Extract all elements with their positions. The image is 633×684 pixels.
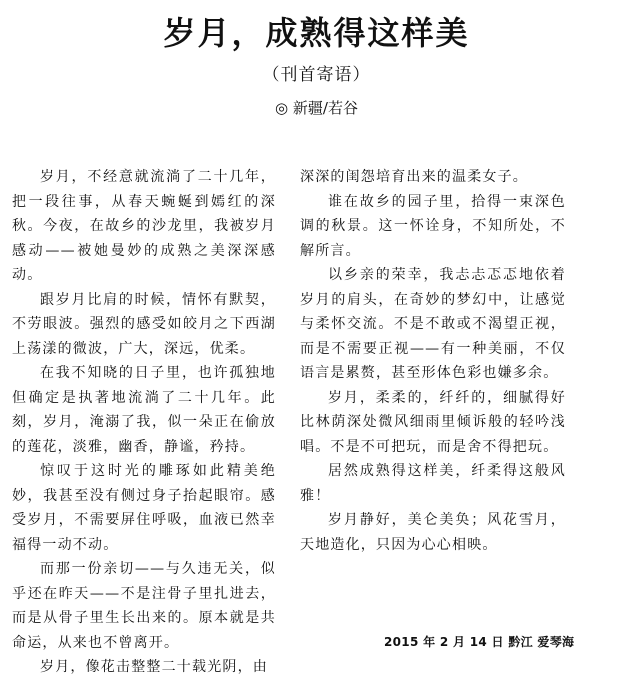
- paragraph: 谁在故乡的园子里，拾得一束深色调的秋景。这一怀诠身，不知所处，不解所言。: [300, 193, 566, 259]
- paragraph: 岁月，像花击整整二十载光阴，由: [40, 659, 268, 675]
- date-signature: 2015 年 2 月 14 日 黔江 爱琴海: [384, 635, 575, 649]
- paragraph: 居然成熟得这样美，纤柔得这般风雅！: [300, 463, 566, 504]
- article-title: 岁月，成熟得这样美: [163, 14, 470, 52]
- paragraph: 在我不知晓的日子里，也许孤独地但确定是执著地流淌了二十几年。此刻，岁月，淹溺了我，似一朵正在偷放的莲花，淡雅，幽香，静谧，矜持。: [12, 365, 276, 455]
- paragraph: 惊叹于这时光的雕琢如此精美绝妙，我甚至没有侧过身子抬起眼帘。感受岁月，不需要屏住呼吸，血液已然幸福得一动不动。: [12, 463, 276, 553]
- paragraph: 岁月，柔柔的，纤纤的，细腻得好比林荫深处微风细雨里倾诉般的轻吟浅唱。不是不可把玩，而是舍不得把玩。: [300, 389, 566, 455]
- article-author: ◎ 新疆/若谷: [275, 99, 358, 117]
- right-column: [300, 165, 566, 557]
- left-column: [12, 165, 276, 680]
- paragraph: 以乡亲的荣幸，我忐忐忑忑地依着岁月的肩头，在奇妙的梦幻中，让感觉与柔怀交流。不是不敢或不渴望正视，而是不需要正视——有一种美丽，不仅语言是累赘，甚至形体色彩也嫌多余。: [300, 267, 566, 381]
- paragraph: 而那一份亲切——与久违无关，似乎还在昨天——不是注骨子里扎进去，而是从骨子里生长出来的。原本就是共命运，从来也不曾离开。: [12, 561, 276, 651]
- paragraph: 岁月，不经意就流淌了二十几年，把一段往事，从春天蜿蜒到嫣红的深秋。今夜，在故乡的沙龙里，我被岁月感动——被她曼妙的成熟之美深深感动。: [12, 169, 276, 283]
- article-subtitle: （刊首寄语）: [262, 65, 371, 85]
- paragraph: 跟岁月比肩的时候，情怀有默契，不劳眼波。强烈的感受如皎月之下西湖上荡漾的微波，广大，深远，优柔。: [12, 291, 276, 357]
- paragraph-continued: 深深的闺怨培育出来的温柔女子。: [300, 169, 528, 185]
- paragraph: 岁月静好，美仑美奂；风花雪月，天地造化，只因为心心相映。: [300, 512, 566, 553]
